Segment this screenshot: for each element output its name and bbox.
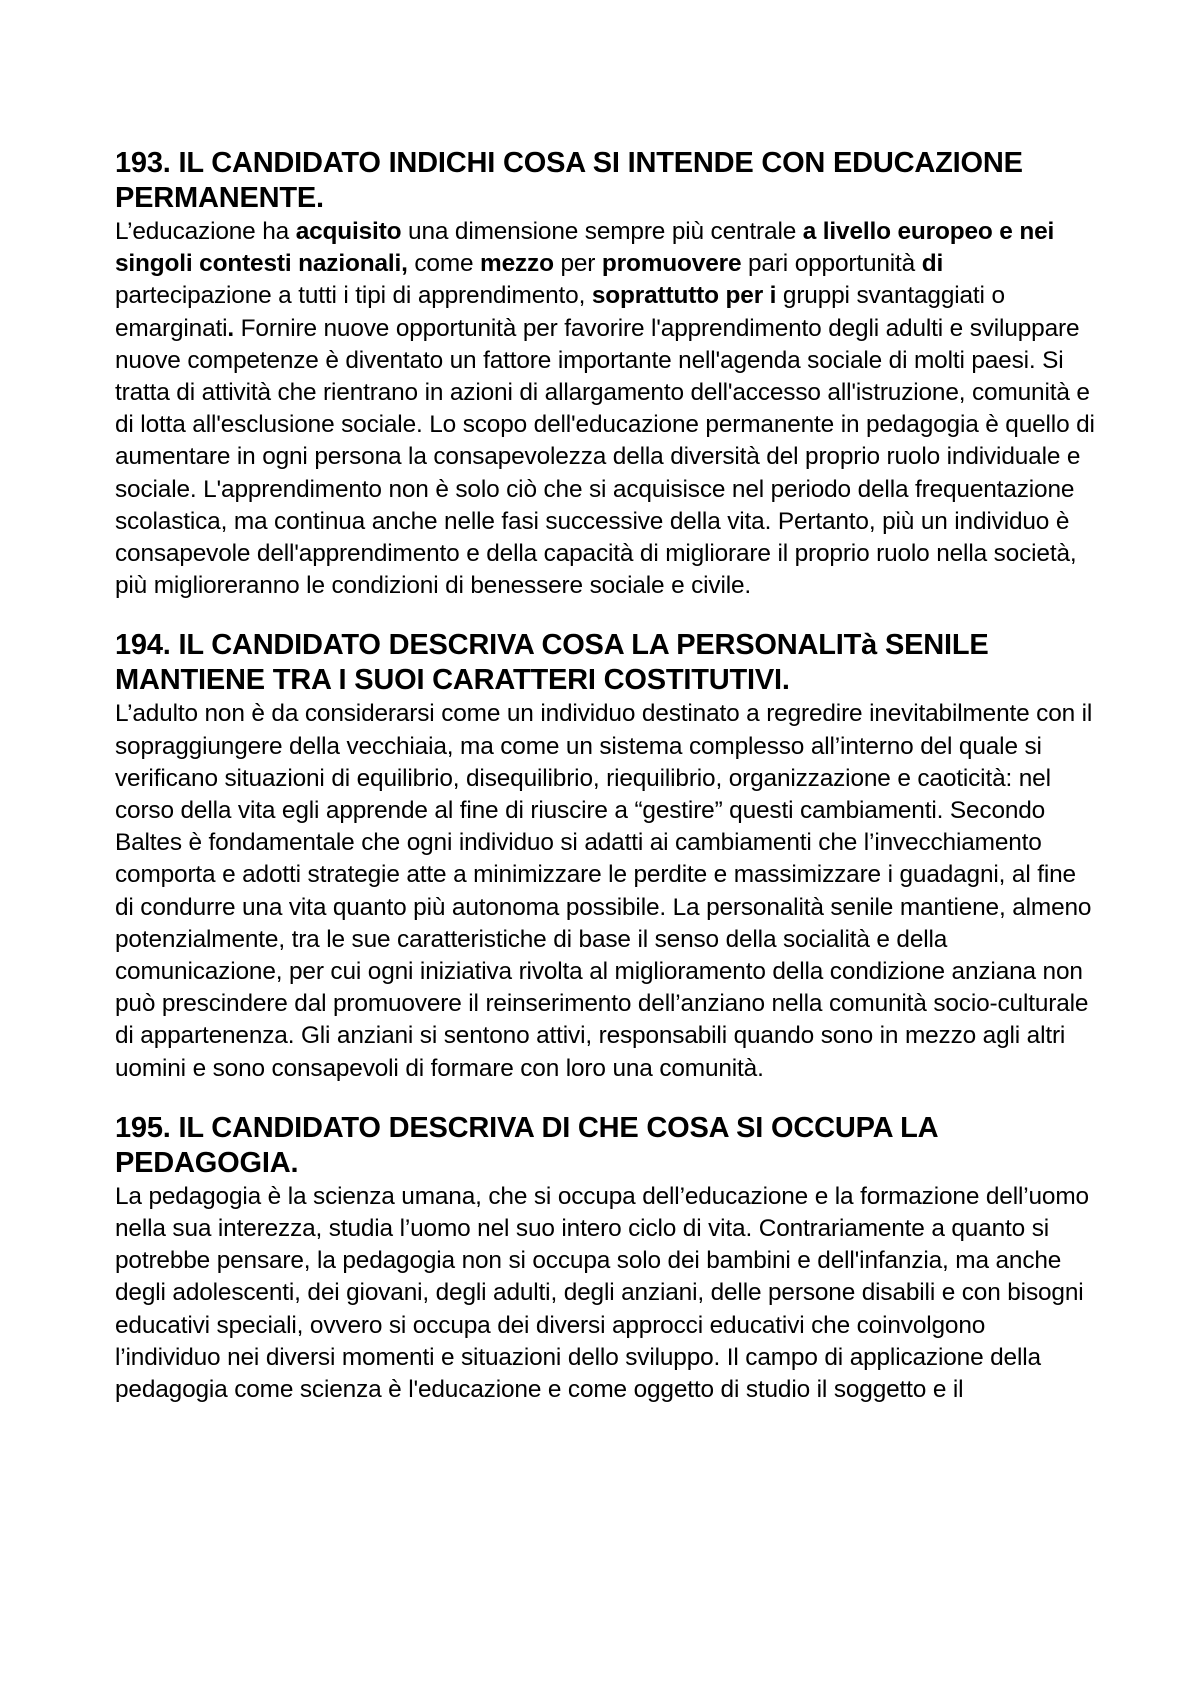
question-title: 193. IL CANDIDATO INDICHI COSA SI INTENDE CON EDUCAZIONE PERMANENTE. <box>115 147 1023 214</box>
question-answer <box>115 1181 1095 1406</box>
answer-text: per <box>553 250 602 278</box>
answer-text-bold: promuovere <box>601 250 742 278</box>
answer-text-bold: acquisito <box>295 218 402 245</box>
answer-text: partecipazione a tutti i tipi di apprendimento, <box>115 282 592 310</box>
answer-text: Fornire nuove opportunità per favorire l'apprendimento degli adulti e sviluppare nuove competenze è diventato un fattore importante nell'agenda sociale di molti paesi. Si tratta di attività che rientrano in azioni di allargamento dell'accesso all'istruzione, comunità e di lotta all'esclusione sociale. Lo scopo dell'educazione permanente in pedagogia è quello di aumentare in ogni persona la consapevolezza della diversità del proprio ruolo individuale e sociale. L'apprendimento non è solo ciò che si acquisisce nel periodo della frequentazione scolastica, ma continua anche nelle fasi successive della vita. Pertanto, più un individuo è consapevole dell'apprendimento e della capacità di migliorare il proprio ruolo nella società, più miglioreranno le condizioni di benessere sociale e civile. <box>115 314 1095 600</box>
answer-text: La pedagogia è la scienza umana, che si occupa dell’educazione e la formazione dell’uomo nella sua interezza, studia l’uomo nel suo intero ciclo di vita. Contrariamente a quanto si potrebbe pensare, la pedagogia non si occupa solo dei bambini e dell'infanzia, ma anche degli adolescenti, dei giovani, degli adulti, degli anziani, delle persone disabili e con bisogni educativi speciali, ovvero si occupa dei diversi approcci educativi che coinvolgono l’individuo nei diversi momenti e situazioni dello sviluppo. Il campo di applicazione della pedagogia come scienza è l'educazione e come oggetto di studio il soggetto e il <box>115 1182 1089 1404</box>
answer-text: gruppi svantaggiati o emarginati <box>115 282 1005 342</box>
answer-text-bold: a livello europeo e nei singoli contesti nazionali, <box>115 218 1055 278</box>
document-content <box>115 146 1095 1432</box>
answer-text: L’educazione ha <box>115 218 296 245</box>
question-answer <box>115 698 1095 1084</box>
question-193 <box>115 146 1095 602</box>
answer-text-bold: di <box>921 250 944 278</box>
question-195 <box>115 1111 1095 1406</box>
answer-text: come <box>407 250 481 278</box>
answer-text-bold: mezzo <box>480 250 554 278</box>
question-194 <box>115 628 1095 1084</box>
answer-text-bold: . <box>227 314 235 342</box>
question-title: 195. IL CANDIDATO DESCRIVA DI CHE COSA SI OCCUPA LA PEDAGOGIA. <box>115 1111 938 1179</box>
answer-text: L’adulto non è da considerarsi come un individuo destinato a regredire inevitabilmente con il sopraggiungere della vecchiaia, ma come un sistema complesso all’interno del quale si verificano situazioni di equilibrio, disequilibrio, riequilibrio, organizzazione e caoticità: nel corso della vita egli apprende al fine di riuscire a “gestire” questi cambiamenti. Secondo Baltes è fondamentale che ogni individuo si adatti ai cambiamenti che l’invecchiamento comporta e adotti strategie atte a minimizzare le perdite e massimizzare i guadagni, al fine di condurre una vita quanto più autonoma possibile. La personalità senile mantiene, almeno potenzialmente, tra le sue caratteristiche di base il senso della socialità e della comunicazione, per cui ogni iniziativa rivolta al miglioramento della condizione anziana non può prescindere dal promuovere il reinserimento dell’anziano nella comunità socio-culturale di appartenenza. Gli anziani si sentono attivi, responsabili quando sono in mezzo agli altri uomini e sono consapevoli di formare con loro una comunità. <box>115 700 1093 1082</box>
answer-text-bold: soprattutto per i <box>591 282 777 310</box>
question-title: 194. IL CANDIDATO DESCRIVA COSA LA PERSONALITà SENILE MANTIENE TRA I SUOI CARATTERI COSTITUTIVI. <box>115 629 989 697</box>
answer-text: pari opportunità <box>741 250 922 278</box>
question-answer <box>115 216 1095 602</box>
answer-text: una dimensione sempre più centrale <box>401 218 803 245</box>
